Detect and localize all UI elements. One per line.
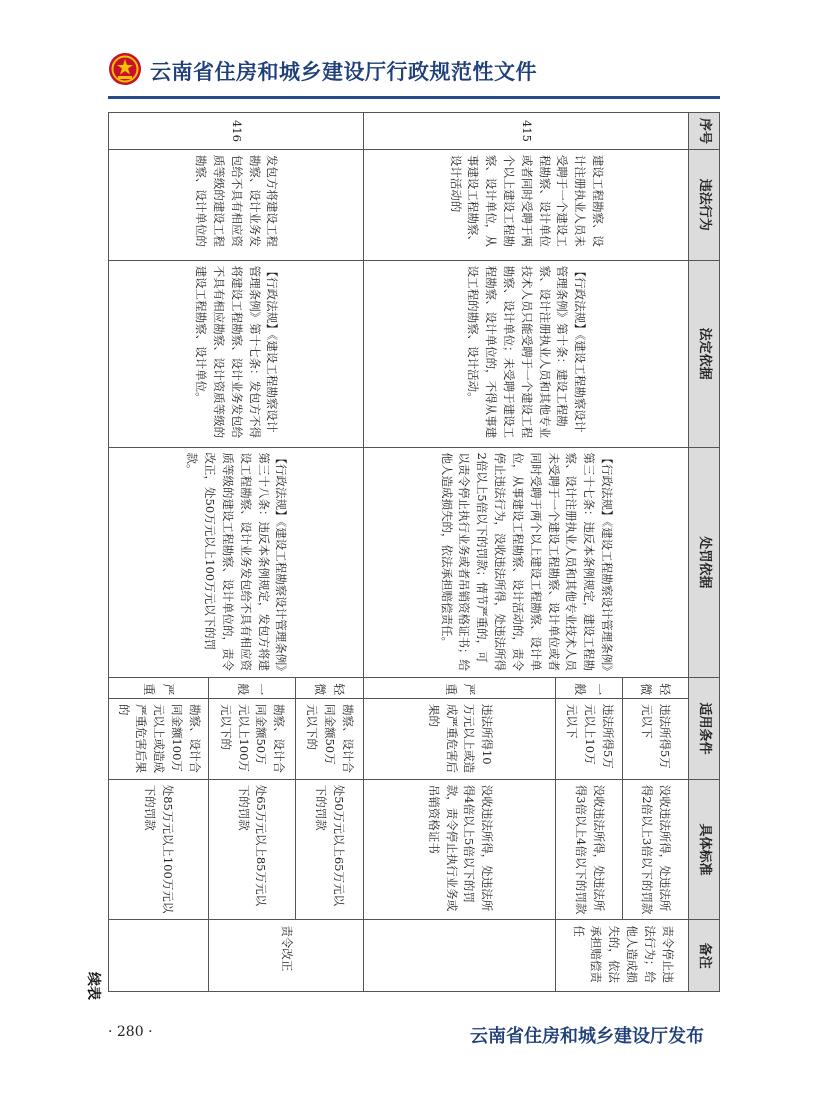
level-label: 一般 [556, 678, 622, 699]
page-number: · 280 · [108, 1024, 153, 1040]
national-emblem-icon [108, 52, 142, 86]
row-behavior: 建设工程勘察、设计注册执业人员未受聘于一个建设工程勘察、设计单位或者同时受聘于两个以上建设工程勘察、设计单位，从事建设工程勘察、设计活动的 [363, 149, 688, 260]
publisher-label: 云南省住房和城乡建设厅发布 [470, 1026, 704, 1047]
row-penalty-basis: 【行政法规】《建设工程勘察设计管理条例》第三十七条：违反本条例规定，建设工程勘察、设计注册执业人员和其他专业技术人员未受聘于一个建设工程勘察、设计单位或者同时受聘于两个以上建设工程勘察、设计单位，从事建设工程勘察、设计活动的，责令停止违法行为，没收违法所得，处违法所得2倍以上5倍以下的罚款；情节严重的，可以责令停止执行业务或者吊销资格证书；给他人造成损失的，依法承担赔偿责任。 [363, 447, 688, 678]
level-standard: 没收违法所得，处违法所得4倍以上5倍以下的罚款，责令停止执行业务或吊销资格证书 [363, 779, 556, 920]
table-row [622, 113, 688, 992]
row-penalty-basis: 【行政法规】《建设工程勘察设计管理条例》第三十八条：违反本条例规定，发包方将建设工程勘察、设计业务发包给不具有相应资质等级的建设工程勘察、设计单位的，责令改正，处50万元以上100万元以下的罚款。 [109, 447, 364, 678]
column-header-seq: 序号 [689, 113, 720, 150]
column-header-standard: 具体标准 [689, 779, 720, 920]
column-header-penalty-basis: 处罚依据 [689, 447, 720, 678]
level-condition: 违法所得5万元以上10万元以下 [556, 698, 622, 779]
level-label: 一般 [208, 678, 295, 699]
column-header-condition: 适用条件 [689, 678, 720, 780]
column-header-remark: 备注 [689, 920, 720, 992]
row-remark: 责令改正 [208, 920, 363, 992]
page-title: 云南省住房和城乡建设厅行政规范性文件 [150, 60, 537, 84]
level-label: 严重 [109, 678, 209, 699]
row-remark: 责令停止违法行为；给他人造成损失的，依法承担赔偿责任 [556, 920, 689, 992]
column-header-legal-basis: 法定依据 [689, 260, 720, 447]
row-remark-empty [363, 920, 556, 992]
level-standard: 没收违法所得，处违法所得3倍以上4倍以下的罚款 [556, 779, 622, 920]
row-seq: 416 [109, 113, 364, 150]
row-behavior: 发包方将建设工程勘察、设计业务发包给不具有相应资质等级的建设工程勘察、设计单位的 [109, 149, 364, 260]
rotated-table-frame [108, 112, 720, 992]
row-legal-basis: 【行政法规】《建设工程勘察设计管理条例》第十条：建设工程勘察、设计注册执业人员和其他专业技术人员只能受聘于一个建设工程勘察、设计单位；未受聘于建设工程勘察、设计单位的，不得从事建设工程的勘察、设计活动。 [363, 260, 688, 447]
header-divider [108, 96, 720, 99]
continued-label: 续表 [85, 972, 101, 1000]
table-header-row [689, 113, 720, 992]
table-row [295, 113, 363, 992]
row-seq: 415 [363, 113, 688, 150]
level-condition: 违法所得5万元以下 [622, 698, 688, 779]
level-standard: 处65万元以上85万元以下的罚款 [208, 779, 295, 920]
column-header-behavior: 违法行为 [689, 149, 720, 260]
level-condition: 违法所得10万元以上或造成严重危害后果的 [363, 698, 556, 779]
level-standard: 没收违法所得，处违法所得2倍以上3倍以下的罚款 [622, 779, 688, 920]
level-condition: 勘察、设计合同金额100万元以上或造成严重危害后果的 [109, 698, 209, 779]
row-legal-basis: 【行政法规】《建设工程勘察设计管理条例》第十七条：发包方不得将建设工程勘察、设计业务发包给不具有相应勘察、设计资质等级的建设工程勘察、设计单位。 [109, 260, 364, 447]
level-standard: 处85万元以上100万元以下的罚款 [109, 779, 209, 920]
level-condition: 勘察、设计合同金额50万元以上100万元以下的 [208, 698, 295, 779]
penalty-table [108, 112, 720, 992]
level-label: 轻微 [295, 678, 363, 699]
level-label: 轻微 [622, 678, 688, 699]
level-label: 严重 [363, 678, 556, 699]
level-standard: 处50万元以上65万元以下的罚款 [295, 779, 363, 920]
row-remark-empty [109, 920, 209, 992]
level-condition: 勘察、设计合同金额50万元以下的 [295, 698, 363, 779]
